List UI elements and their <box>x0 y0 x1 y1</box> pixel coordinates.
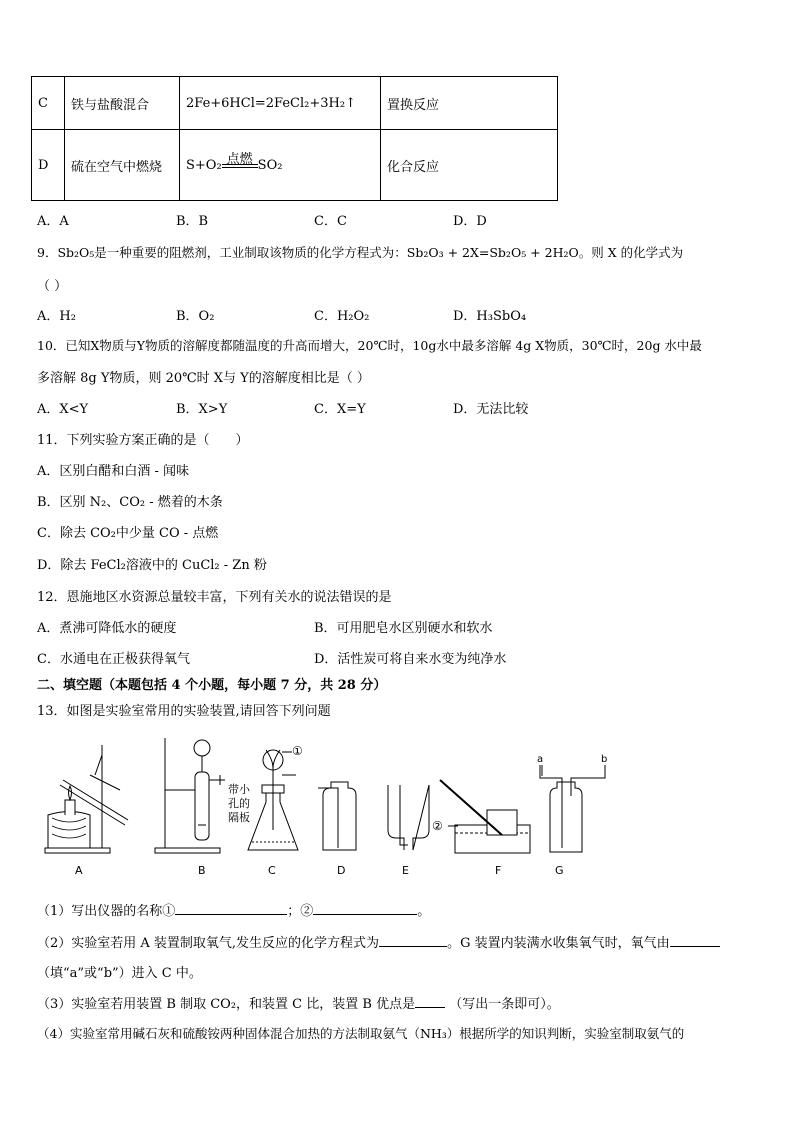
equation-condition: 点燃 <box>226 151 253 167</box>
label-g: G <box>555 864 564 877</box>
answer-blank-1[interactable] <box>175 900 287 915</box>
port-b-label: b <box>601 754 608 765</box>
q11-option-d: D．除去 FeCl₂溶液中的 CuCl₂ - Zn 粉 <box>37 558 267 573</box>
q13-part3-text-a: （3）实验室若用装置 B 制取 CO₂，和装置 C 比，装置 B 优点是 <box>37 997 416 1012</box>
q12-option-c: C．水通电在正极获得氧气 <box>37 652 190 667</box>
label-e: E <box>402 864 409 877</box>
q9-stem-cont: （ ） <box>37 279 68 294</box>
section-heading: 二、填空题（本题包括 4 个小题，每小题 7 分，共 28 分） <box>37 678 387 693</box>
equation-right: SO₂ <box>257 157 283 173</box>
label-b: B <box>198 864 206 877</box>
q8-option-a: A．A <box>37 214 69 229</box>
q9-option-b: B．O₂ <box>176 309 215 324</box>
answer-blank-4[interactable] <box>670 932 720 947</box>
row-equation <box>180 130 381 201</box>
port-a-label: a <box>537 754 544 765</box>
q12-stem: 12．恩施地区水资源总量较丰富，下列有关水的说法错误的是 <box>37 590 392 605</box>
q13-part2-cont: （填“a”或“b”）进入 C 中。 <box>37 966 202 981</box>
q9-option-c: C．H₂O₂ <box>314 309 370 324</box>
q10-stem-cont: 多溶解 8g Y物质，则 20℃时 X与 Y的溶解度相比是（ ） <box>37 371 370 386</box>
q12-option-d: D．活性炭可将自来水变为纯净水 <box>314 652 507 667</box>
apparatus-g <box>537 754 607 852</box>
q10-option-d: D．无法比较 <box>453 402 529 417</box>
answer-blank-2[interactable] <box>313 900 417 915</box>
q13-stem: 13．如图是实验室常用的实验装置,请回答下列问题 <box>37 704 331 719</box>
q10-option-b: B．X>Y <box>176 402 228 417</box>
q12-option-b: B．可用肥皂水区别硬水和软水 <box>314 621 493 636</box>
apparatus-b <box>155 738 251 853</box>
q9-option-a: A．H₂ <box>37 309 76 324</box>
row-equation: 2Fe+6HCl=2FeCl₂+3H₂↑ <box>180 77 381 130</box>
label-a: A <box>75 864 83 877</box>
q8-option-b: B．B <box>176 214 209 229</box>
equation-arrow <box>222 151 258 173</box>
row-reaction-type: 化合反应 <box>381 130 558 201</box>
q13-part1-text-b: ；② <box>287 904 314 919</box>
table-row <box>32 130 558 201</box>
answer-blank-3[interactable] <box>379 932 447 947</box>
q13-part1-text-c: 。 <box>417 904 431 919</box>
q10-option-c: C．X=Y <box>314 402 366 417</box>
row-letter: D <box>32 130 65 201</box>
q10-stem: 10．已知X物质与Y物质的溶解度都随温度的升高而增大，20℃时，10g水中最多溶解 4g X物质，30℃时，20g 水中最 <box>37 338 702 353</box>
q8-option-c: C．C <box>314 214 347 229</box>
row-description: 铁与盐酸混合 <box>65 77 180 130</box>
q13-part1 <box>37 900 430 919</box>
label-d: D <box>337 864 346 877</box>
label-circle-2: ② <box>432 819 443 833</box>
q13-part4: （4）实验室常用碱石灰和硫酸铵两种固体混合加热的方法制取氨气（NH₃）根据所学的知识判断，实验室制取氨气的 <box>37 1026 685 1041</box>
label-f: F <box>495 864 502 877</box>
q11-stem: 11．下列实验方案正确的是（ ） <box>37 433 249 448</box>
q11-option-a: A．区别白醋和白酒 - 闻味 <box>37 464 190 479</box>
apparatus-a <box>45 745 130 853</box>
apparatus-c <box>248 744 303 850</box>
q8-option-d: D．D <box>453 214 487 229</box>
q12-option-a: A．煮沸可降低水的硬度 <box>37 621 177 636</box>
row-letter: C <box>32 77 65 130</box>
q13-part3-text-b: （写出一条即可）。 <box>449 997 560 1012</box>
equation-left: S+O₂ <box>186 157 222 173</box>
label-b-note-2: 孔的 <box>228 797 250 810</box>
q9-option-d: D．H₃SbO₄ <box>453 309 527 324</box>
answer-blank-5[interactable] <box>415 993 445 1008</box>
label-circle-1: ① <box>292 744 303 758</box>
apparatus-f <box>432 780 530 853</box>
reaction-table <box>31 76 558 201</box>
label-b-note-1: 带小 <box>228 783 250 796</box>
table-row <box>32 77 558 130</box>
q9-stem: 9．Sb₂O₅是一种重要的阻燃剂，工业制取该物质的化学方程式为：Sb₂O₃ + 2X=Sb₂O₅ + 2H₂O。则 X 的化学式为 <box>37 245 684 260</box>
apparatus-e <box>388 785 429 850</box>
q13-part2-text-b: 。G 装置内装满水收集氧气时，氧气由 <box>447 936 670 951</box>
apparatus-d <box>318 782 356 850</box>
q11-option-b: B．区别 N₂、CO₂ - 燃着的木条 <box>37 495 223 510</box>
label-c: C <box>268 864 276 877</box>
apparatus-figure <box>30 730 610 880</box>
q13-part2-text-a: （2）实验室若用 A 装置制取氧气,发生反应的化学方程式为 <box>37 936 380 951</box>
q11-option-c: C．除去 CO₂中少量 CO - 点燃 <box>37 526 219 541</box>
q13-part3 <box>37 993 560 1012</box>
row-description: 硫在空气中燃烧 <box>65 130 180 201</box>
q13-part2 <box>37 932 720 951</box>
q10-option-a: A．X<Y <box>37 402 89 417</box>
row-reaction-type: 置换反应 <box>381 77 558 130</box>
q13-part1-text-a: （1）写出仪器的名称① <box>37 904 176 919</box>
label-b-note-3: 隔板 <box>228 811 250 824</box>
